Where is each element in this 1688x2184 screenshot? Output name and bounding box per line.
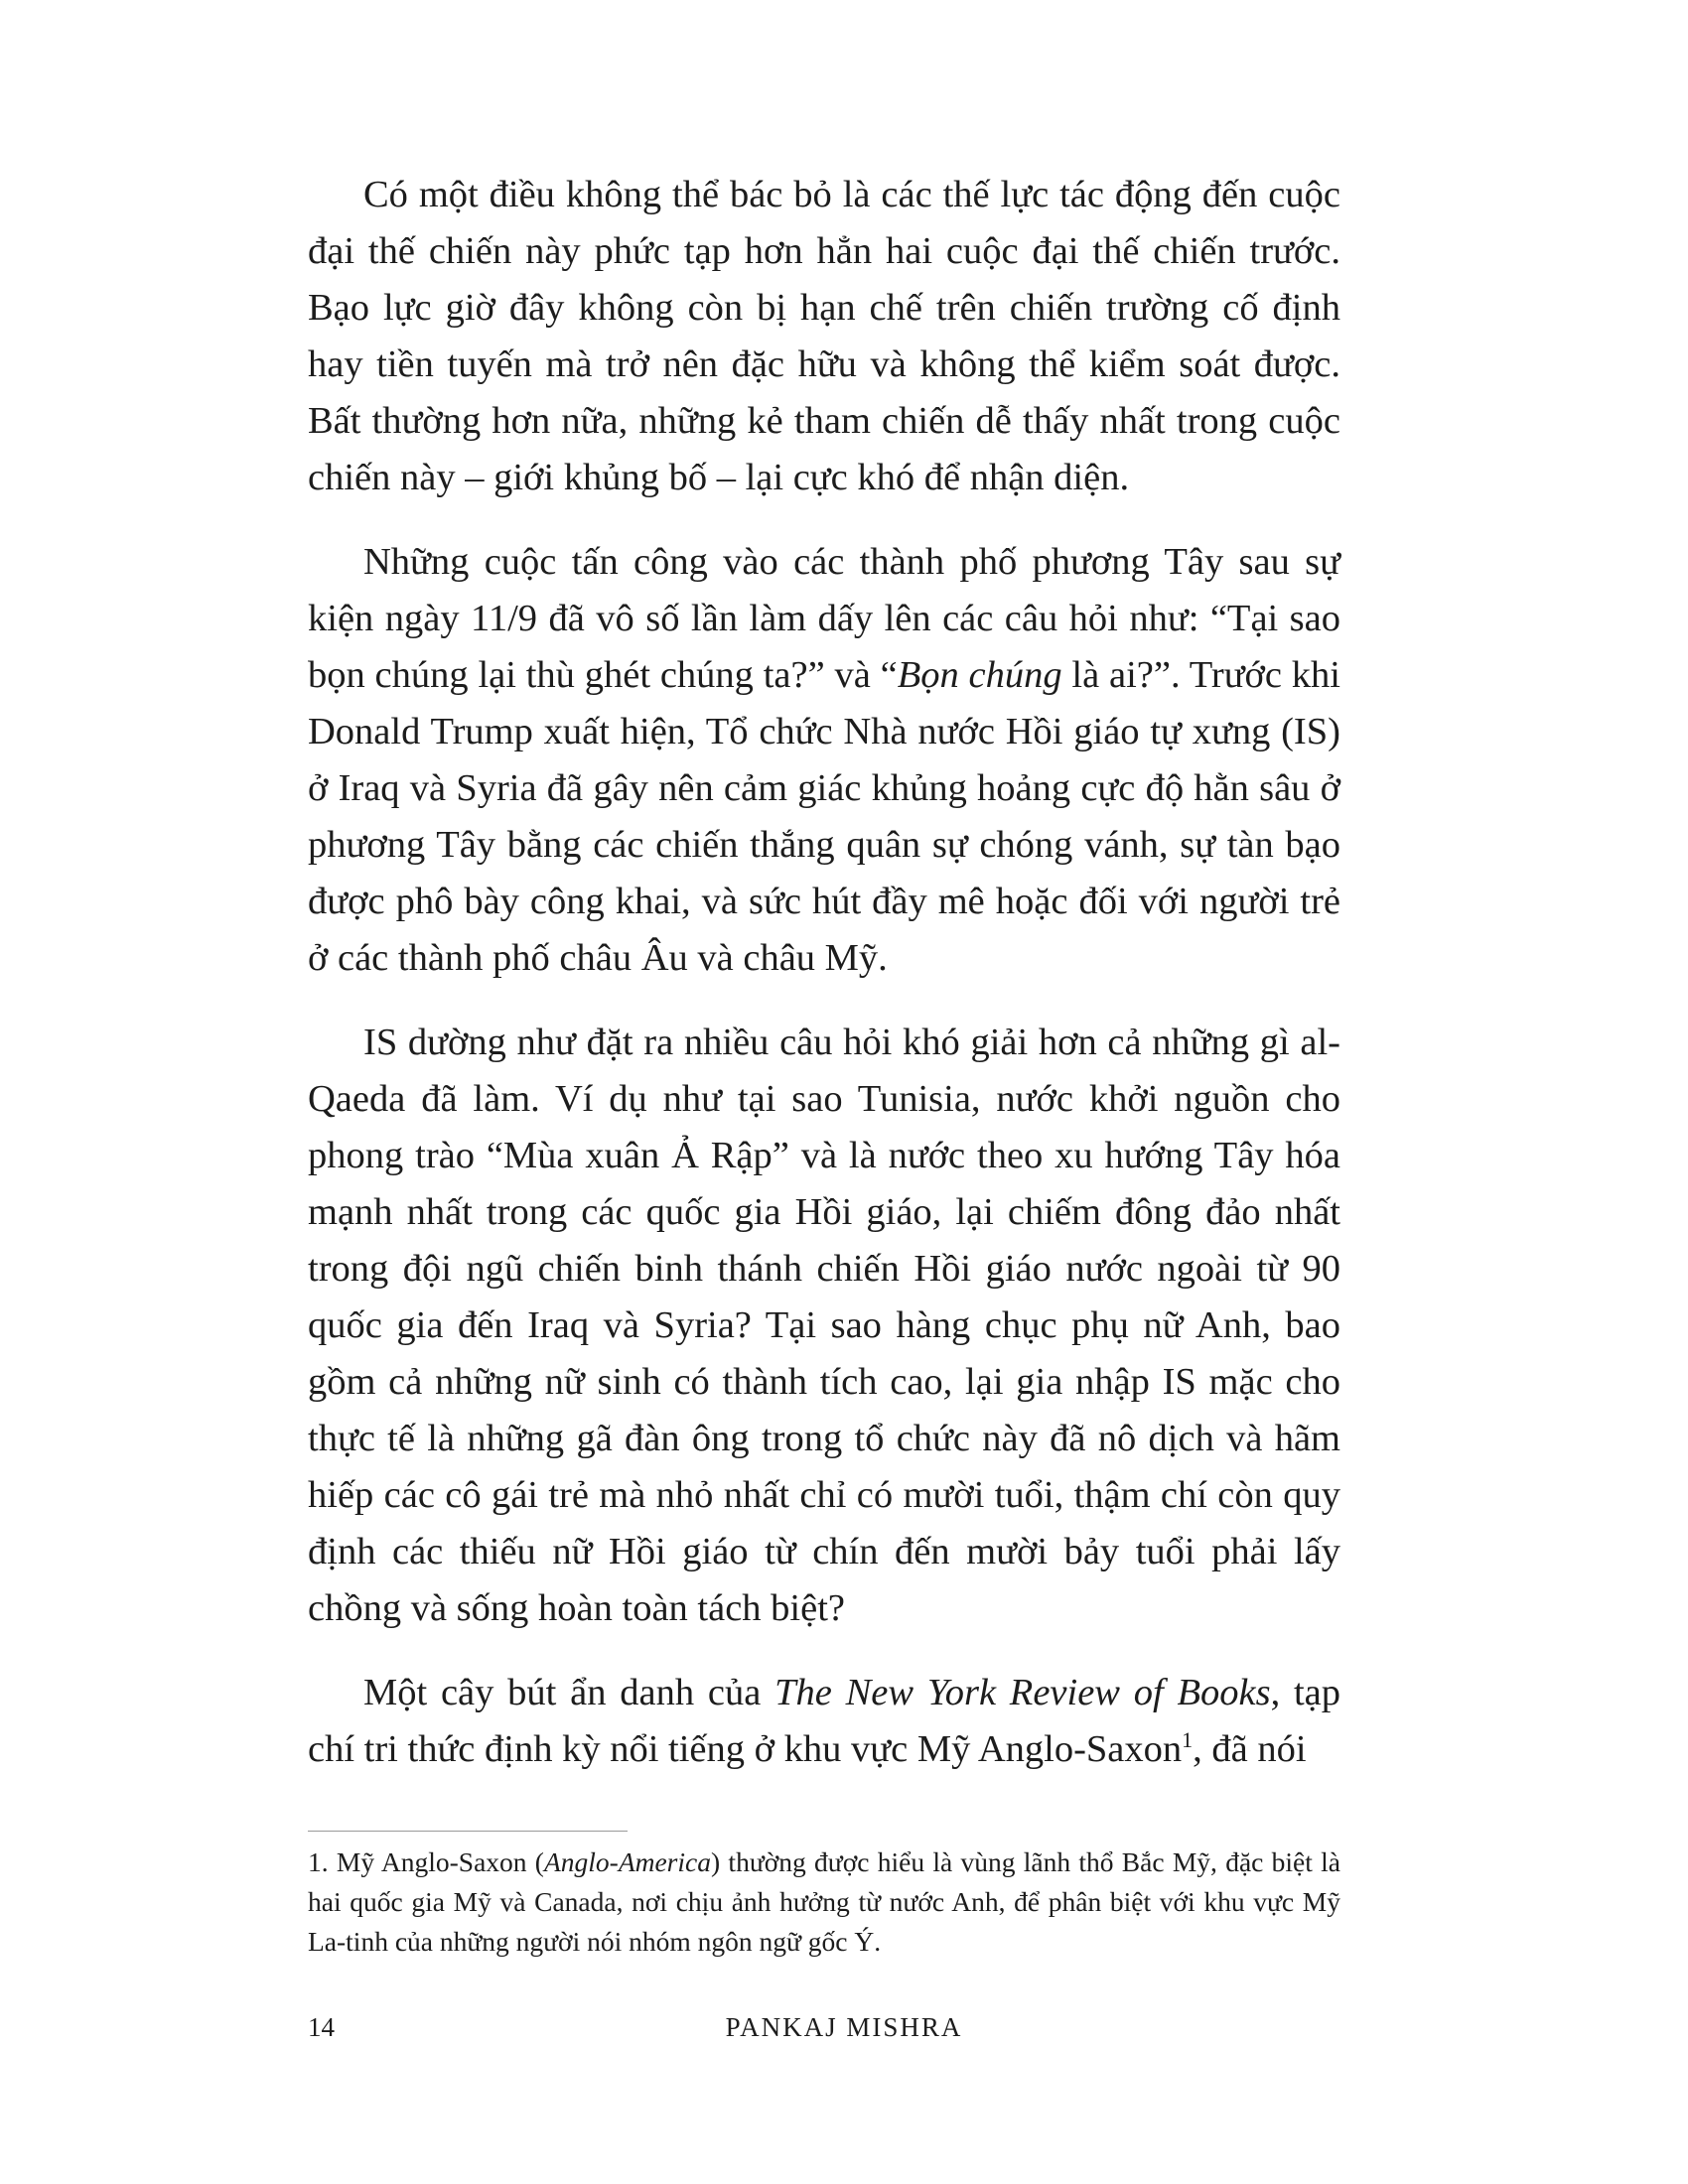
paragraph-4-text-end: , đã nói (1193, 1728, 1307, 1770)
paragraph-2-italic: Bọn chúng (897, 654, 1062, 696)
paragraph-4-text-middle: , tạp chí tri thức định kỳ nổi tiếng ở khu vực Mỹ Anglo-Saxon (308, 1672, 1340, 1770)
running-footer-author: PANKAJ MISHRA (725, 2012, 963, 2042)
footnote-text-end: ) thường được hiểu là vùng lãnh thổ Bắc Mỹ, đặc biệt là hai quốc gia Mỹ và Canada, nơi chịu ảnh hưởng từ nước Anh, để phân biệt với khu vực Mỹ La-tinh của những người nói nhóm ngôn ngữ gốc Ý. (308, 1846, 1340, 1957)
footnote-italic: Anglo-America (543, 1846, 711, 1877)
paragraph-1 (308, 167, 1340, 506)
body-text (308, 167, 1340, 1806)
paragraph-2-text-start: Những cuộc tấn công vào các thành phố phương Tây sau sự kiện ngày 11/9 đã vô số lần làm dấy lên các câu hỏi như: “Tại sao bọn chúng lại thù ghét chúng ta?” và “ (308, 541, 1340, 696)
footnote (308, 1843, 1340, 1962)
paragraph-4-text-start: Một cây bút ẩn danh của (363, 1672, 775, 1713)
paragraph-3 (308, 1015, 1340, 1637)
paragraph-2-text-end: là ai?”. Trước khi Donald Trump xuất hiện, Tổ chức Nhà nước Hồi giáo tự xưng (IS) ở Iraq và Syria đã gây nên cảm giác khủng hoảng cực độ hằn sâu ở phương Tây bằng các chiến thắng quân sự chóng vánh, sự tàn bạo được phô bày công khai, và sức hút đầy mê hoặc đối với người trẻ ở các thành phố châu Âu và châu Mỹ. (308, 654, 1341, 979)
footnote-text-start: 1. Mỹ Anglo-Saxon ( (308, 1846, 544, 1877)
paragraph-1-text: Có một điều không thể bác bỏ là các thế lực tác động đến cuộc đại thế chiến này phức tạp hơn hẳn hai cuộc đại thế chiến trước. Bạo lực giờ đây không còn bị hạn chế trên chiến trường cố định hay tiền tuyến mà trở nên đặc hữu và không thể kiểm soát được. Bất thường hơn nữa, những kẻ tham chiến dễ thấy nhất trong cuộc chiến này – giới khủng bố – lại cực khó để nhận diện. (308, 174, 1340, 498)
footnote-reference[interactable]: 1 (1182, 1727, 1194, 1753)
paragraph-2 (308, 534, 1340, 987)
footnote-divider (308, 1831, 628, 1832)
paragraph-4 (308, 1665, 1340, 1778)
paragraph-3-text: IS dường như đặt ra nhiều câu hỏi khó giải hơn cả những gì al-Qaeda đã làm. Ví dụ như tại sao Tunisia, nước khởi nguồn cho phong trào “Mùa xuân Ả Rập” và là nước theo xu hướng Tây hóa mạnh nhất trong các quốc gia Hồi giáo, lại chiếm đông đảo nhất trong đội ngũ chiến binh thánh chiến Hồi giáo nước ngoài từ 90 quốc gia đến Iraq và Syria? Tại sao hàng chục phụ nữ Anh, bao gồm cả những nữ sinh có thành tích cao, lại gia nhập IS mặc cho thực tế là những gã đàn ông trong tổ chức này đã nô dịch và hãm hiếp các cô gái trẻ mà nhỏ nhất chỉ có mười tuổi, thậm chí còn quy định các thiếu nữ Hồi giáo từ chín đến mười bảy tuổi phải lấy chồng và sống hoàn toàn tách biệt? (308, 1022, 1340, 1629)
paragraph-4-italic-title: The New York Review of Books (774, 1672, 1271, 1713)
page-number: 14 (308, 2012, 335, 2042)
